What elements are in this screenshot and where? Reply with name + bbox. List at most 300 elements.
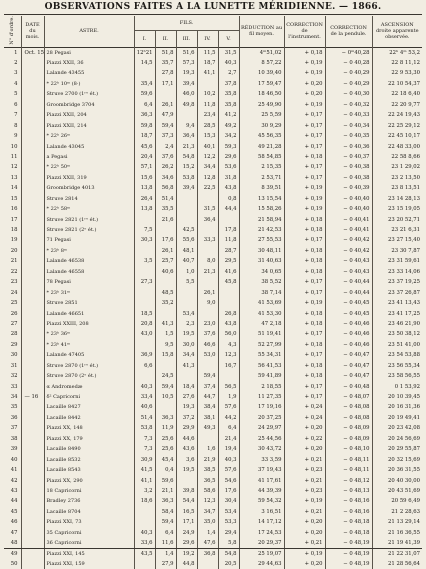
row-corr-pendule: − 0 40,42 bbox=[325, 235, 372, 245]
row-fil-ii: 51,8 bbox=[155, 47, 176, 58]
row-fil-iii: 42,5 bbox=[176, 225, 197, 235]
row-reduction: 49 21,28 bbox=[239, 142, 284, 152]
row-corr-instrument: + 0,20 bbox=[284, 559, 325, 569]
table-row bbox=[4, 528, 422, 538]
row-fil-iii: 44,8 bbox=[176, 559, 197, 569]
row-fil-iv: 11,8 bbox=[197, 100, 218, 110]
row-corr-instrument: + 0,17 bbox=[284, 173, 325, 183]
row-number: 25 bbox=[10, 300, 18, 307]
row-fil-i: 20,8 bbox=[134, 319, 155, 329]
row-star-name: Lalande 46651 bbox=[44, 309, 134, 319]
row-fil-iii: 19,2 bbox=[176, 549, 197, 559]
row-number: 26 bbox=[10, 310, 18, 317]
row-fil-i bbox=[134, 340, 155, 350]
row-corr-instrument: + 0,19 bbox=[284, 496, 325, 506]
row-date bbox=[21, 298, 44, 308]
row-fil-v: 12,3 bbox=[218, 350, 239, 360]
col-header-num: N° d'ordre. bbox=[9, 16, 16, 45]
row-star-name: Piazzi XXIII, 208 bbox=[44, 319, 134, 329]
row-ascension: 22 10 54,37 bbox=[372, 79, 422, 89]
row-corr-instrument: + 0,24 bbox=[284, 413, 325, 423]
row-number: 12 bbox=[10, 164, 18, 171]
row-date bbox=[21, 256, 44, 266]
row-corr-instrument: + 0,19 bbox=[284, 183, 325, 193]
row-fil-iv: 58,6 bbox=[197, 486, 218, 496]
row-corr-pendule: − 0 40,36 bbox=[325, 142, 372, 152]
table-row bbox=[4, 58, 422, 68]
row-reduction: 20 37,25 bbox=[239, 413, 284, 423]
row-corr-pendule: − 0 40,44 bbox=[325, 277, 372, 287]
row-fil-iii: 2,3 bbox=[176, 319, 197, 329]
row-number: 29 bbox=[10, 341, 18, 348]
row-fil-ii: 26,1 bbox=[155, 100, 176, 110]
row-fil-i: 18,7 bbox=[134, 131, 155, 141]
row-reduction: 13 15,54 bbox=[239, 194, 284, 204]
row-corr-pendule: − 0 40,44 bbox=[325, 288, 372, 298]
row-fil-iv: 40,1 bbox=[197, 142, 218, 152]
row-date bbox=[21, 319, 44, 329]
row-date bbox=[21, 350, 44, 360]
row-corr-instrument: + 0,18 bbox=[284, 361, 325, 371]
row-fil-v: 31,8 bbox=[218, 173, 239, 183]
row-ascension: 23 1 29,02 bbox=[372, 162, 422, 172]
row-corr-pendule: − 0 40,43 bbox=[325, 256, 372, 266]
row-date bbox=[21, 100, 44, 110]
row-fil-ii: 59,4 bbox=[155, 121, 176, 131]
row-star-name: 35 Capricorni bbox=[44, 528, 134, 538]
row-fil-ii: 56,8 bbox=[155, 183, 176, 193]
row-fil-v: 21,4 bbox=[218, 434, 239, 444]
row-number: 45 bbox=[10, 508, 18, 515]
row-fil-i: 43,5 bbox=[134, 549, 155, 559]
row-date bbox=[21, 455, 44, 465]
row-fil-iii: 39,4 bbox=[176, 183, 197, 193]
table-row bbox=[4, 173, 422, 183]
row-number: 50 bbox=[10, 561, 18, 568]
row-fil-ii: 40,6 bbox=[155, 267, 176, 277]
row-fil-iv bbox=[197, 309, 218, 319]
row-ascension: 21 13 29,14 bbox=[372, 517, 422, 527]
col-header-corr-pendule: CORRECTION de la pendule. bbox=[325, 16, 372, 47]
row-fil-v: 0,8 bbox=[218, 194, 239, 204]
row-fil-iv: 44,7 bbox=[197, 392, 218, 402]
row-date bbox=[21, 183, 44, 193]
row-fil-ii: 34,6 bbox=[155, 173, 176, 183]
row-corr-instrument: + 0,17 bbox=[284, 121, 325, 131]
row-ascension: 22 48 33,00 bbox=[372, 142, 422, 152]
row-fil-i: 3,2 bbox=[134, 486, 155, 496]
row-star-name: 71 Pegasi bbox=[44, 235, 134, 245]
table-row bbox=[4, 131, 422, 141]
row-ascension: 20 40 30,00 bbox=[372, 476, 422, 486]
row-corr-pendule: − 0 40,46 bbox=[325, 329, 372, 339]
row-fil-i: 41,1 bbox=[134, 476, 155, 486]
table-row bbox=[4, 423, 422, 433]
row-fil-iv bbox=[197, 277, 218, 287]
row-fil-iv: 12,2 bbox=[197, 152, 218, 162]
row-fil-i: 13,8 bbox=[134, 183, 155, 193]
row-number: 21 bbox=[10, 258, 18, 265]
row-fil-iii: 37,2 bbox=[176, 413, 197, 423]
row-date bbox=[21, 371, 44, 381]
row-fil-i: 30,9 bbox=[134, 455, 155, 465]
row-date bbox=[21, 309, 44, 319]
row-fil-ii: 26,2 bbox=[155, 162, 176, 172]
row-ascension: 20 59 6,49 bbox=[372, 496, 422, 506]
table-row bbox=[4, 47, 422, 58]
row-fil-iii: 19,3 bbox=[176, 68, 197, 78]
row-star-name: Lalande 43045 bbox=[44, 142, 134, 152]
row-date bbox=[21, 89, 44, 99]
row-fil-iii: 57,3 bbox=[176, 58, 197, 68]
table-row bbox=[4, 455, 422, 465]
table-row bbox=[4, 288, 422, 298]
row-ascension: 23 46 21,90 bbox=[372, 319, 422, 329]
row-number: 10 bbox=[10, 143, 18, 150]
row-fil-i: 12ʰ21 bbox=[134, 47, 155, 58]
row-corr-instrument: + 0,21 bbox=[284, 507, 325, 517]
row-fil-iii bbox=[176, 371, 197, 381]
row-corr-instrument: + 0,20 bbox=[284, 79, 325, 89]
row-date bbox=[21, 444, 44, 454]
row-fil-i: 45,6 bbox=[134, 142, 155, 152]
row-fil-v: 16,7 bbox=[218, 361, 239, 371]
table-row bbox=[4, 382, 422, 392]
table-row bbox=[4, 183, 422, 193]
row-star-name: Struve 2870 (2ᵉ ét.) bbox=[44, 371, 134, 381]
row-corr-instrument: + 0,17 bbox=[284, 235, 325, 245]
table-row bbox=[4, 110, 422, 120]
row-fil-iii: 39,8 bbox=[176, 486, 197, 496]
row-fil-iii: 39,4 bbox=[176, 79, 197, 89]
row-reduction: 25 19,07 bbox=[239, 549, 284, 559]
row-reduction: 38 7,14 bbox=[239, 288, 284, 298]
row-corr-pendule: − 0 48,12 bbox=[325, 476, 372, 486]
row-reduction: 59 41,89 bbox=[239, 371, 284, 381]
row-number: 33 bbox=[10, 383, 18, 390]
row-fil-iv: 34,4 bbox=[197, 162, 218, 172]
row-ascension: 23 33 14,06 bbox=[372, 267, 422, 277]
row-corr-instrument: + 0,22 bbox=[284, 434, 325, 444]
row-corr-instrument: + 0,18 bbox=[284, 225, 325, 235]
row-corr-pendule: − 0 40,46 bbox=[325, 340, 372, 350]
row-fil-iii: 54,4 bbox=[176, 496, 197, 506]
row-fil-i bbox=[134, 507, 155, 517]
row-corr-instrument: + 0,17 bbox=[284, 142, 325, 152]
row-fil-ii: 25,6 bbox=[155, 434, 176, 444]
row-number: 44 bbox=[10, 498, 18, 505]
row-corr-instrument: + 0,19 bbox=[284, 100, 325, 110]
table-row bbox=[4, 496, 422, 506]
row-reduction: 31 40,63 bbox=[239, 256, 284, 266]
row-date bbox=[21, 423, 44, 433]
row-ascension: 23 56 55,34 bbox=[372, 361, 422, 371]
row-corr-pendule: − 0 40,43 bbox=[325, 267, 372, 277]
row-fil-i: 26,4 bbox=[134, 194, 155, 204]
table-row bbox=[4, 507, 422, 517]
row-reduction: 47 2,18 bbox=[239, 319, 284, 329]
row-reduction: 37 19,43 bbox=[239, 465, 284, 475]
row-fil-ii: 1,5 bbox=[155, 329, 176, 339]
row-fil-iv: 21,3 bbox=[197, 267, 218, 277]
row-fil-v bbox=[218, 371, 239, 381]
row-fil-iv: 23,4 bbox=[197, 110, 218, 120]
row-star-name: 36 Capricorni bbox=[44, 538, 134, 548]
row-corr-instrument: + 0,18 bbox=[284, 319, 325, 329]
row-fil-iii: 5,5 bbox=[176, 277, 197, 287]
row-corr-pendule: − 0 48,13 bbox=[325, 486, 372, 496]
row-fil-iv: 1,6 bbox=[197, 444, 218, 454]
row-number: 35 bbox=[10, 404, 18, 411]
col-header-fils: FILS. bbox=[134, 16, 239, 31]
row-number: 22 bbox=[10, 268, 18, 275]
row-star-name: * 23ʰ 41ᵐ bbox=[44, 340, 134, 350]
row-corr-pendule: − 0 40,41 bbox=[325, 225, 372, 235]
row-corr-pendule: − 0 48,08 bbox=[325, 413, 372, 423]
row-number: 42 bbox=[10, 477, 18, 484]
row-fil-ii: 26,1 bbox=[155, 246, 176, 256]
row-corr-instrument: + 0,18 bbox=[284, 309, 325, 319]
row-corr-instrument: + 0,18 bbox=[284, 152, 325, 162]
row-ascension: 22ʰ 4ᵐ 53,2 bbox=[372, 47, 422, 58]
col-header-fil-i: I. bbox=[134, 31, 155, 48]
row-ascension: 23 2 13,50 bbox=[372, 173, 422, 183]
row-fil-iii bbox=[176, 298, 197, 308]
row-date bbox=[21, 267, 44, 277]
row-fil-iii bbox=[176, 215, 197, 225]
row-fil-v: 45,8 bbox=[218, 277, 239, 287]
row-fil-v: 29,5 bbox=[218, 256, 239, 266]
row-number: 30 bbox=[10, 352, 18, 359]
row-ascension: 23 14 28,13 bbox=[372, 194, 422, 204]
row-corr-instrument: + 0,18 bbox=[284, 340, 325, 350]
row-star-name: Piazzi XXI, 145 bbox=[44, 549, 134, 559]
row-fil-iv bbox=[197, 194, 218, 204]
row-fil-iv bbox=[197, 434, 218, 444]
row-fil-iii: 43,6 bbox=[176, 444, 197, 454]
row-star-name: Lacaille 8704 bbox=[44, 507, 134, 517]
row-fil-ii: 59,4 bbox=[155, 382, 176, 392]
row-corr-instrument: + 0,19 bbox=[284, 58, 325, 68]
row-fil-i: 6,4 bbox=[134, 100, 155, 110]
row-fil-iv bbox=[197, 225, 218, 235]
row-fil-ii: 36,3 bbox=[155, 413, 176, 423]
row-fil-iii: 44,6 bbox=[176, 434, 197, 444]
row-ascension: 22 24 19,43 bbox=[372, 110, 422, 120]
row-fil-i: 43,0 bbox=[134, 329, 155, 339]
row-fil-v: 5,8 bbox=[218, 538, 239, 548]
row-fil-iii: 49,8 bbox=[176, 100, 197, 110]
row-fil-i: 30,3 bbox=[134, 235, 155, 245]
row-star-name: * 22ʰ 58ᵐ bbox=[44, 204, 134, 214]
row-reduction: 52 27,99 bbox=[239, 340, 284, 350]
row-ascension: 0 1 53,92 bbox=[372, 382, 422, 392]
table-row bbox=[4, 350, 422, 360]
row-fil-iii: 54,8 bbox=[176, 152, 197, 162]
observations-body bbox=[4, 47, 422, 569]
row-fil-iv: 36,5 bbox=[197, 476, 218, 486]
row-fil-iii bbox=[176, 194, 197, 204]
row-date bbox=[21, 476, 44, 486]
row-corr-instrument: + 0,21 bbox=[284, 538, 325, 548]
table-row bbox=[4, 309, 422, 319]
row-fil-i: 7,3 bbox=[134, 434, 155, 444]
row-fil-i bbox=[134, 298, 155, 308]
row-number: 9 bbox=[14, 133, 18, 140]
table-row bbox=[4, 142, 422, 152]
row-fil-v: 29,6 bbox=[218, 152, 239, 162]
row-star-name: Lalande 47405 bbox=[44, 350, 134, 360]
row-ascension: 23 50 38,12 bbox=[372, 329, 422, 339]
row-corr-instrument: + 0,17 bbox=[284, 131, 325, 141]
row-corr-pendule: − 0 40,45 bbox=[325, 309, 372, 319]
row-fil-ii: 11,6 bbox=[155, 538, 176, 548]
row-star-name: Lacaille 8427 bbox=[44, 402, 134, 412]
row-number: 39 bbox=[10, 446, 18, 453]
row-reduction: 30 43,72 bbox=[239, 444, 284, 454]
row-ascension: 23 51 41,00 bbox=[372, 340, 422, 350]
row-fil-iii: 21,3 bbox=[176, 142, 197, 152]
row-fil-iv: 11,5 bbox=[197, 47, 218, 58]
row-ascension: 20 10 39,45 bbox=[372, 392, 422, 402]
row-reduction: 21 42,53 bbox=[239, 225, 284, 235]
row-number: 20 bbox=[10, 247, 18, 254]
row-corr-instrument: + 0,20 bbox=[284, 528, 325, 538]
row-reduction: 21 58,94 bbox=[239, 215, 284, 225]
row-date bbox=[21, 79, 44, 89]
row-number: 3 bbox=[14, 70, 18, 77]
row-ascension: 22 45 10,17 bbox=[372, 131, 422, 141]
row-reduction: 25 49,90 bbox=[239, 100, 284, 110]
row-reduction: 14 17,12 bbox=[239, 517, 284, 527]
row-fil-iv: 38,1 bbox=[197, 413, 218, 423]
row-date bbox=[21, 110, 44, 120]
row-fil-i: 20,4 bbox=[134, 152, 155, 162]
row-fil-iii: 19,5 bbox=[176, 465, 197, 475]
row-fil-iv: 46,6 bbox=[197, 340, 218, 350]
row-corr-pendule: − 0 40,42 bbox=[325, 246, 372, 256]
row-corr-instrument: + 0,19 bbox=[284, 549, 325, 559]
row-date bbox=[21, 225, 44, 235]
row-number: 23 bbox=[10, 279, 18, 286]
row-number: 27 bbox=[10, 320, 18, 327]
row-fil-v: 41,2 bbox=[218, 110, 239, 120]
row-corr-instrument: + 0,23 bbox=[284, 486, 325, 496]
row-fil-iii: 15,2 bbox=[176, 162, 197, 172]
row-number: 41 bbox=[10, 467, 18, 474]
row-fil-i bbox=[134, 371, 155, 381]
row-fil-iv: 18,7 bbox=[197, 58, 218, 68]
row-date bbox=[21, 173, 44, 183]
row-fil-iii: 24,9 bbox=[176, 528, 197, 538]
row-ascension: 20 16 31,36 bbox=[372, 402, 422, 412]
row-fil-ii: 59,4 bbox=[155, 517, 176, 527]
row-fil-iii: 19,5 bbox=[176, 329, 197, 339]
row-corr-pendule: − 0 40,47 bbox=[325, 371, 372, 381]
row-fil-iv: 21,9 bbox=[197, 455, 218, 465]
row-fil-ii: 1,4 bbox=[155, 549, 176, 559]
row-fil-i: 3,5 bbox=[134, 256, 155, 266]
table-row bbox=[4, 89, 422, 99]
row-date bbox=[21, 162, 44, 172]
row-fil-i: 40,3 bbox=[134, 382, 155, 392]
row-date bbox=[21, 559, 44, 569]
row-fil-iii: 3,6 bbox=[176, 455, 197, 465]
row-corr-pendule: − 0 40,48 bbox=[325, 382, 372, 392]
table-row bbox=[4, 517, 422, 527]
row-corr-pendule: − 0 48,18 bbox=[325, 517, 372, 527]
row-reduction: 30 9,29 bbox=[239, 121, 284, 131]
row-ascension: 21 19 41,39 bbox=[372, 538, 422, 548]
row-ascension: 22 20 9,77 bbox=[372, 100, 422, 110]
row-corr-instrument: + 0,19 bbox=[284, 194, 325, 204]
col-header-corr-instrument: CORRECTION de l'instrument. bbox=[284, 16, 325, 47]
row-corr-instrument: + 0,20 bbox=[284, 444, 325, 454]
table-row bbox=[4, 361, 422, 371]
table-row bbox=[4, 152, 422, 162]
row-fil-iv: 49,3 bbox=[197, 423, 218, 433]
row-fil-v bbox=[218, 288, 239, 298]
row-star-name: Struve 2700 (1ʳᵉ ét.) bbox=[44, 89, 134, 99]
row-fil-i: 13,8 bbox=[134, 204, 155, 214]
row-corr-instrument: + 0,18 bbox=[284, 256, 325, 266]
row-ascension: 21 2 28,63 bbox=[372, 507, 422, 517]
row-star-name: a Pegasi bbox=[44, 152, 134, 162]
row-star-name: * 23ʰ 8ᵐ bbox=[44, 246, 134, 256]
row-corr-pendule: − 0 40,30 bbox=[325, 89, 372, 99]
table-row bbox=[4, 298, 422, 308]
row-corr-pendule: − 0 48,18 bbox=[325, 528, 372, 538]
row-star-name: Piazzi XXII, 214 bbox=[44, 121, 134, 131]
row-star-name: Lalande 46538 bbox=[44, 256, 134, 266]
row-fil-v: 40,3 bbox=[218, 58, 239, 68]
row-number: 47 bbox=[10, 529, 18, 536]
row-fil-iv bbox=[197, 559, 218, 569]
row-corr-instrument: + 0,19 bbox=[284, 298, 325, 308]
row-star-name: Piazzi XXII, 36 bbox=[44, 58, 134, 68]
table-row bbox=[4, 476, 422, 486]
row-reduction: 11 27,35 bbox=[239, 392, 284, 402]
row-reduction: 34 0,65 bbox=[239, 267, 284, 277]
row-fil-v: 53,4 bbox=[218, 507, 239, 517]
row-corr-pendule: − 0 40,41 bbox=[325, 215, 372, 225]
row-star-name: Groombridge 3704 bbox=[44, 100, 134, 110]
row-number: 38 bbox=[10, 435, 18, 442]
row-fil-iii: 29,6 bbox=[176, 538, 197, 548]
row-fil-v: 54,6 bbox=[218, 476, 239, 486]
row-ascension: 22 8 11,12 bbox=[372, 58, 422, 68]
row-star-name: * 23ʰ 36ᵐ bbox=[44, 329, 134, 339]
row-fil-iv: 1,4 bbox=[197, 528, 218, 538]
row-fil-ii: 51,4 bbox=[155, 194, 176, 204]
row-fil-i: 53,8 bbox=[134, 423, 155, 433]
row-star-name: Lacaille 8490 bbox=[44, 444, 134, 454]
row-corr-pendule: − 0 48,08 bbox=[325, 402, 372, 412]
row-fil-ii bbox=[155, 89, 176, 99]
row-fil-v: 54,8 bbox=[218, 549, 239, 559]
row-date bbox=[21, 486, 44, 496]
table-row bbox=[4, 340, 422, 350]
row-reduction: 59 54,32 bbox=[239, 496, 284, 506]
row-ascension: 20 32 15,69 bbox=[372, 455, 422, 465]
row-date bbox=[21, 413, 44, 423]
row-reduction: 10 39,40 bbox=[239, 68, 284, 78]
row-fil-v: 56,5 bbox=[218, 382, 239, 392]
row-corr-pendule: − 0 48,19 bbox=[325, 549, 372, 559]
row-fil-i bbox=[134, 215, 155, 225]
row-fil-i: 35,4 bbox=[134, 79, 155, 89]
row-corr-pendule: − 0 40,29 bbox=[325, 68, 372, 78]
